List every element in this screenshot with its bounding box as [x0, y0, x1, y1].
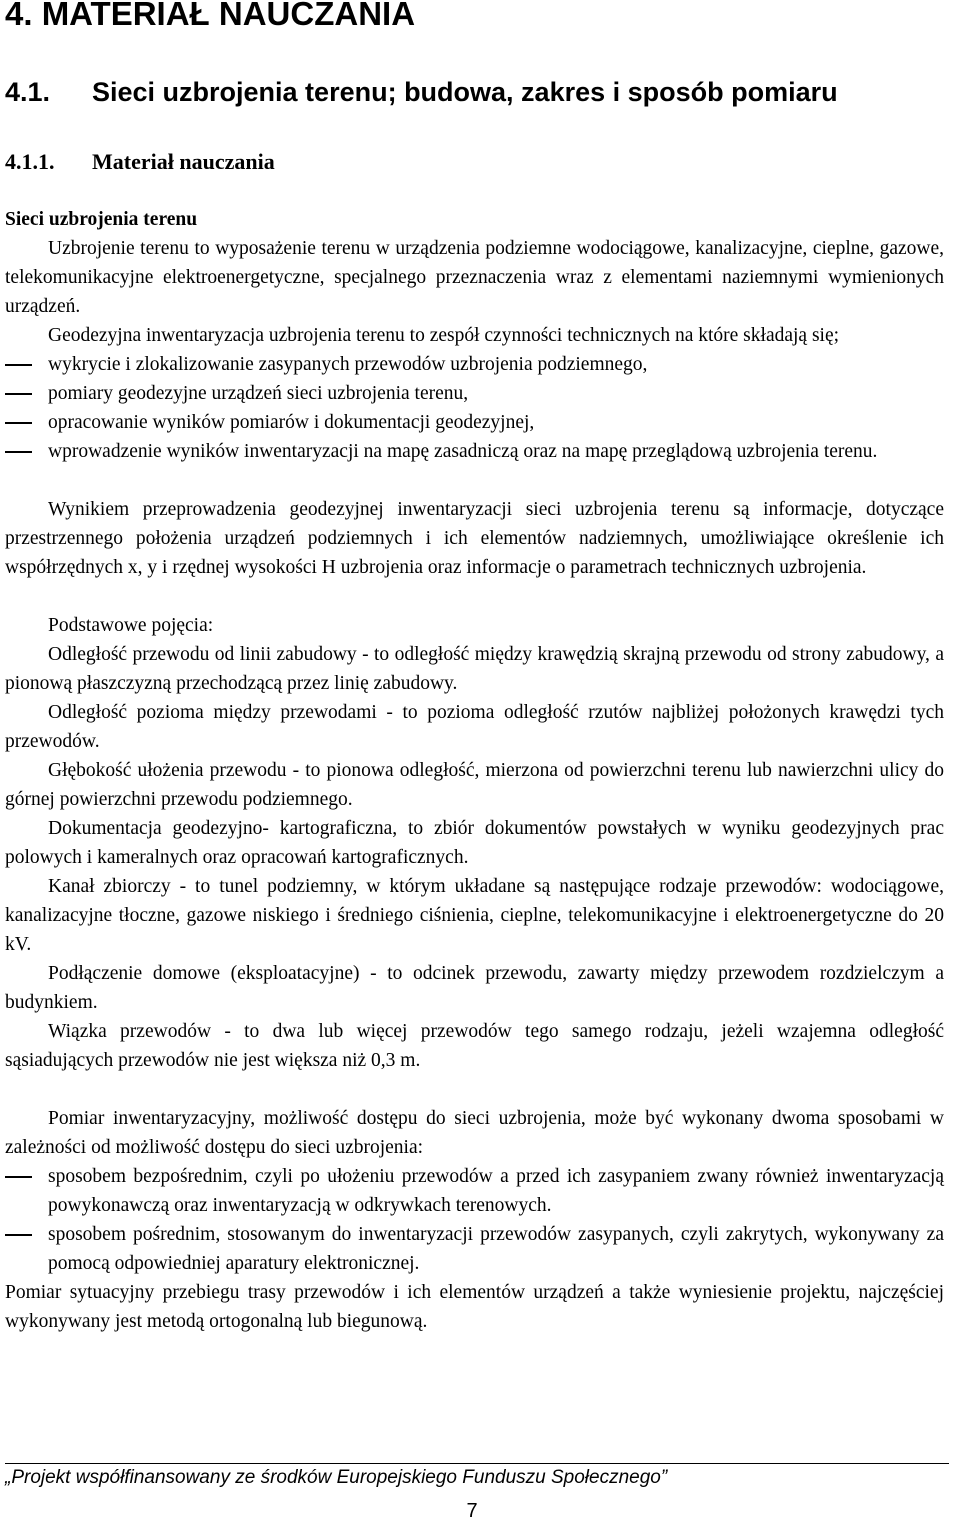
- dash-bullet-icon: [5, 393, 32, 395]
- list-item: sposobem bezpośrednim, czyli po ułożeniu przewodów a przed ich zasypaniem zwany również inwentaryzacją powykonawczą oraz inwentaryzacją w odkrywkach terenowych.: [5, 1162, 944, 1220]
- dash-bullet-icon: [5, 1176, 32, 1178]
- chapter-heading: 4. MATERIAŁ NAUCZANIA: [5, 0, 416, 32]
- subsection-heading-title: Materiał nauczania: [92, 149, 275, 174]
- measurement-paragraph: Pomiar inwentaryzacyjny, możliwość dostępu do sieci uzbrojenia, może być wykonany dwoma sposobami w zależności od możliwość dostępu do sieci uzbrojenia:: [5, 1108, 944, 1158]
- definition-item: Dokumentacja geodezyjno- kartograficzna, to zbiór dokumentów powstałych w wyniku geodezyjnych prac polowych i kameralnych oraz opracowań kartograficznych.: [5, 818, 944, 868]
- definition-item: Kanał zbiorczy - to tunel podziemny, w którym układane są następujące rodzaje przewodów: wodociągowe, kanalizacyjne tłoczne, gazowe niskiego i średniego ciśnienia, cieplne, telekomunikacyjne i elektroenergetyczne do 20 kV.: [5, 876, 944, 955]
- inventory-paragraph: Geodezyjna inwentaryzacja uzbrojenia terenu to zespół czynności technicznych na które składają się;: [48, 325, 840, 346]
- measurement-list: [5, 1162, 944, 1278]
- definition-item: Podłączenie domowe (eksploatacyjne) - to odcinek przewodu, zawarty między przewodem rozdzielczym a budynkiem.: [5, 963, 944, 1013]
- list-item: opracowanie wyników pomiarów i dokumentacji geodezyjnej,: [5, 408, 944, 437]
- section-number: 4.1.: [5, 77, 51, 107]
- dash-bullet-icon: [5, 364, 32, 366]
- dash-bullet-icon: [5, 1234, 32, 1236]
- page-number: 7: [466, 1500, 478, 1522]
- section-heading-title: Sieci uzbrojenia terenu; budowa, zakres i sposób pomiaru: [92, 77, 838, 107]
- subsection-heading: [5, 148, 275, 176]
- result-paragraph: Wynikiem przeprowadzenia geodezyjnej inwentaryzacji sieci uzbrojenia terenu są informacje, dotyczące przestrzennego położenia urządzeń podziemnych i ich elementów nadziemnych, umożliwiające określenie ich współrzędnych x, y i rzędnej wysokości H uzbrojenia oraz informacje o parametrach technicznych uzbrojenia.: [5, 499, 944, 578]
- subsection-number: 4.1.1.: [5, 149, 55, 174]
- section-heading: [5, 76, 838, 108]
- closing-paragraph: Pomiar sytuacyjny przebiegu trasy przewodów i ich elementów urządzeń a także wyniesienie projektu, najczęściej wykonywany jest metodą ortogonalną lub biegunową.: [5, 1282, 944, 1332]
- definitions-title: Podstawowe pojęcia:: [48, 615, 214, 636]
- list-item: sposobem pośrednim, stosowanym do inwentaryzacji przewodów zasypanych, czyli zakrytych, wykonywany za pomocą odpowiedniej aparatury elektronicznej.: [5, 1220, 944, 1278]
- footer-funding-note: „Projekt współfinansowany ze środków Europejskiego Funduszu Społecznego”: [5, 1467, 668, 1488]
- definition-item: Głębokość ułożenia przewodu - to pionowa odległość, mierzona od powierzchni terenu lub nawierzchni ulicy do górnej powierzchni przewodu podziemnego.: [5, 760, 944, 810]
- inventory-list: [5, 350, 944, 466]
- list-item: pomiary geodezyjne urządzeń sieci uzbrojenia terenu,: [5, 379, 944, 408]
- list-item: wykrycie i zlokalizowanie zasypanych przewodów uzbrojenia podziemnego,: [5, 350, 944, 379]
- topic-title: Sieci uzbrojenia terenu: [5, 209, 198, 230]
- definition-item: Odległość przewodu od linii zabudowy - to odległość między krawędzią skrajną przewodu od strony zabudowy, a pionową płaszczyzną przechodzącą przez linię zabudowy.: [5, 644, 944, 694]
- dash-bullet-icon: [5, 422, 32, 424]
- body-text: [5, 205, 944, 1336]
- footer-divider: [5, 1463, 949, 1464]
- intro-paragraph: Uzbrojenie terenu to wyposażenie terenu w urządzenia podziemne wodociągowe, kanalizacyjne, cieplne, gazowe, telekomunikacyjne elektroenergetyczne, specjalnego przeznaczenia wraz z elementami naziemnymi wymienionych urządzeń.: [5, 238, 944, 317]
- definition-item: Odległość pozioma między przewodami - to pozioma odległość rzutów najbliżej położonych krawędzi tych przewodów.: [5, 702, 944, 752]
- definition-item: Wiązka przewodów - to dwa lub więcej przewodów tego samego rodzaju, jeżeli wzajemna odległość sąsiadujących przewodów nie jest większa niż 0,3 m.: [5, 1021, 944, 1071]
- dash-bullet-icon: [5, 451, 32, 453]
- list-item: wprowadzenie wyników inwentaryzacji na mapę zasadniczą oraz na mapę przeglądową uzbrojenia terenu.: [5, 437, 944, 466]
